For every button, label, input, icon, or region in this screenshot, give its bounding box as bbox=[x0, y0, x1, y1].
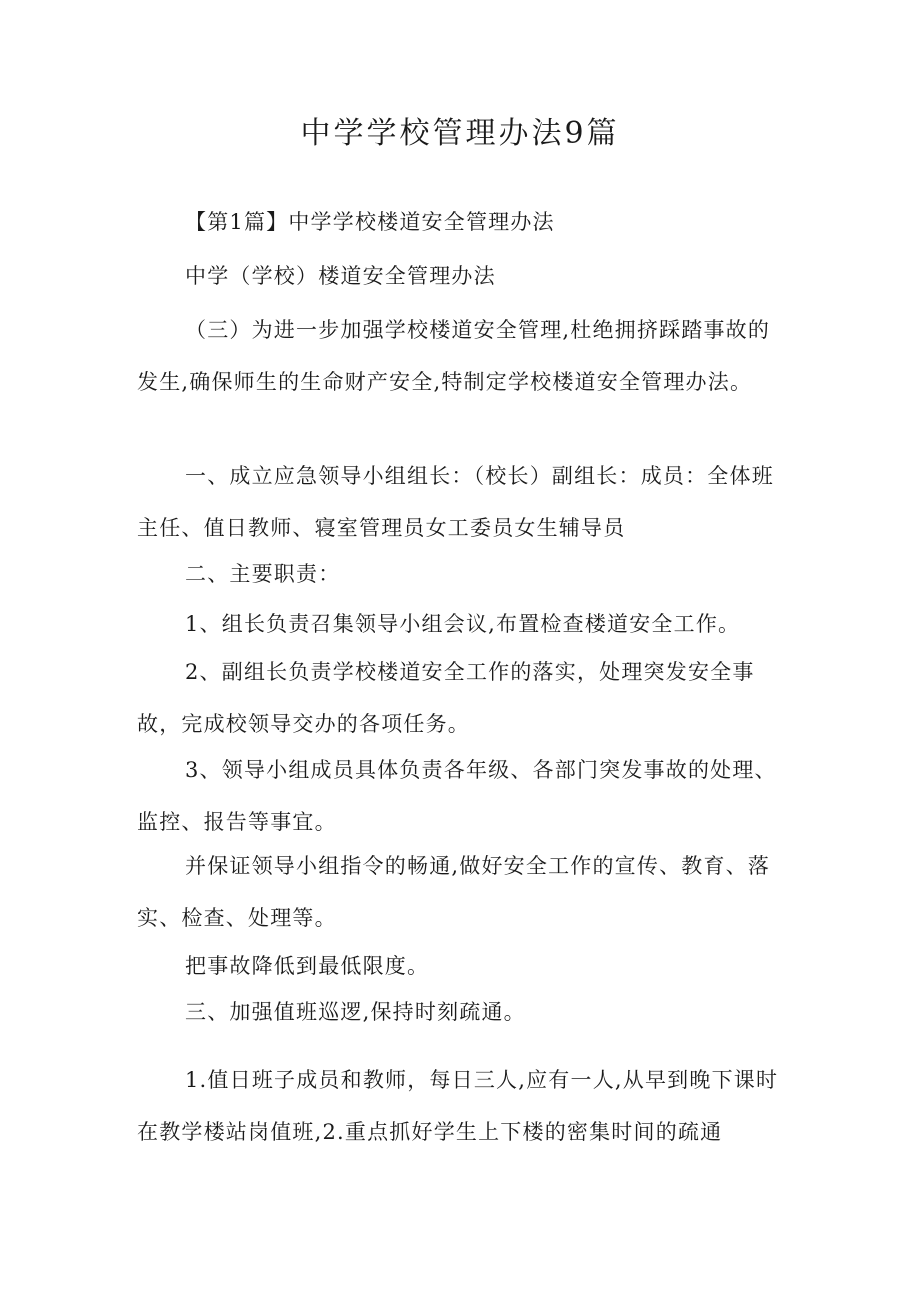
subheading: 中学（学校）楼道安全管理办法 bbox=[185, 264, 496, 288]
section-heading: 【第1篇】中学学校楼道安全管理办法 bbox=[185, 210, 555, 234]
paragraph-purpose: （三）为进一步加强学校楼道安全管理,杜绝拥挤踩踏事故的发生,确保师生的生命财产安全,特制定学校楼道安全管理办法。 bbox=[137, 318, 771, 394]
paragraph-emergency-group: 一、成立应急领导小组组长：（校长）副组长：成员：全体班主任、值日教师、寝室管理员女工委员女生辅导员 bbox=[137, 464, 774, 540]
paragraph-duty-3: 3、领导小组成员具体负责各年级、各部门突发事故的处理、监控、报告等事宜。 bbox=[137, 758, 777, 834]
paragraph-patrol-1: 1.值日班子成员和教师，每日三人,应有一人,从早到晚下课时在教学楼站岗值班,2.重点抓好学生上下楼的密集时间的疏通 bbox=[137, 1068, 779, 1144]
paragraph-duties-heading: 二、主要职责： bbox=[185, 562, 341, 586]
document-title: 中学学校管理办法9篇 bbox=[300, 116, 620, 151]
paragraph-ensure: 并保证领导小组指令的畅通,做好安全工作的宣传、教育、落实、检查、处理等。 bbox=[137, 854, 771, 930]
paragraph-duty-1: 1、组长负责召集领导小组会议,布置检查楼道安全工作。 bbox=[185, 612, 741, 636]
paragraph-duty-2: 2、副组长负责学校楼道安全工作的落实，处理突发安全事故，完成校领导交办的各项任务。 bbox=[137, 660, 755, 736]
paragraph-minimize: 把事故降低到最低限度。 bbox=[185, 954, 430, 978]
paragraph-patrol-heading: 三、加强值班巡逻,保持时刻疏通。 bbox=[185, 1000, 526, 1024]
